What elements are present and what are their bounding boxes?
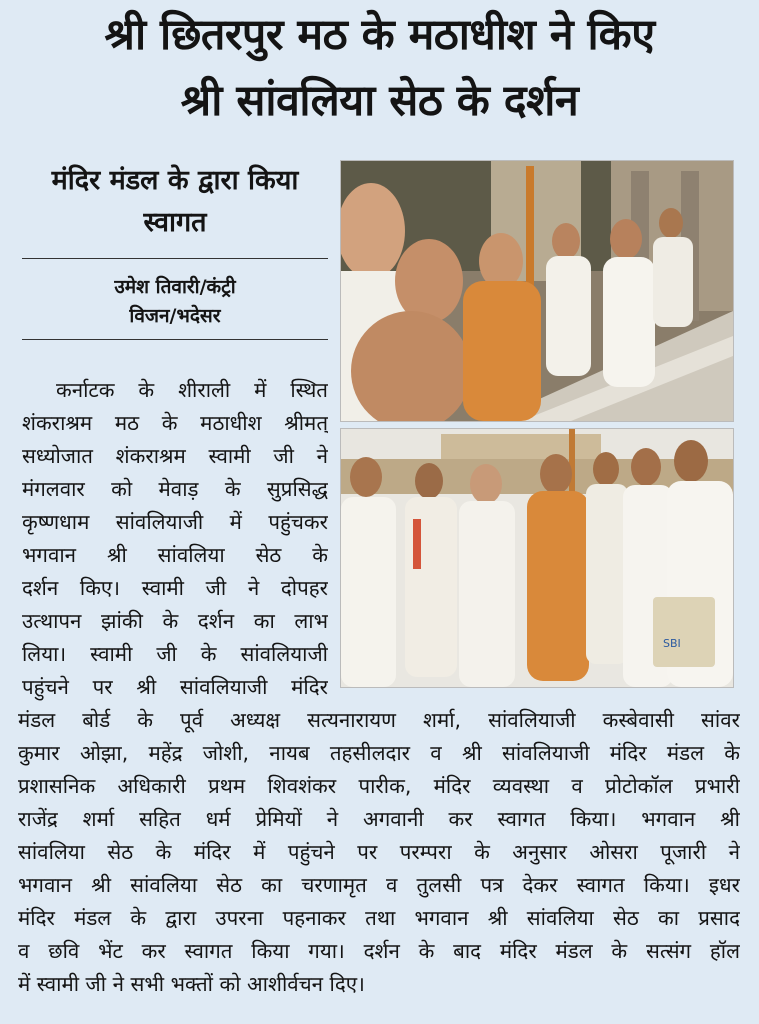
subheading-line-1: मंदिर मंडल के द्वारा किया bbox=[51, 165, 299, 196]
left-column bbox=[22, 160, 328, 340]
headline bbox=[0, 2, 759, 134]
body-line: राजेंद्र शर्मा सहित धर्म प्रेमियों ने अगवानी कर स्वागत किया। भगवान श्री bbox=[18, 807, 740, 831]
body-line: कर्नाटक के शीराली में स्थित bbox=[56, 378, 328, 402]
body-line: उत्थापन झांकी के दर्शन का लाभ bbox=[22, 609, 328, 633]
photo-temple-courtyard bbox=[340, 428, 734, 688]
body-line: शंकराश्रम मठ के मठाधीश श्रीमत् bbox=[22, 411, 328, 435]
tote-bag bbox=[653, 597, 715, 667]
body-line: में स्वामी जी ने सभी भक्तों को आशीर्वचन दिए। bbox=[18, 972, 365, 996]
body-line: मंडल बोर्ड के पूर्व अध्यक्ष सत्यनारायण शर्मा, सांवलियाजी कस्बेवासी सांवर bbox=[18, 708, 740, 732]
subheading-line-2: स्वागत bbox=[143, 207, 207, 238]
subheading bbox=[22, 160, 328, 259]
bag-logo: SBI bbox=[663, 637, 681, 650]
headline-line-1: श्री छितरपुर मठ के मठाधीश ने किए bbox=[104, 10, 655, 60]
body-line: भगवान श्री सांवलिया सेठ के bbox=[22, 543, 328, 567]
headline-line-2: श्री सांवलिया सेठ के दर्शन bbox=[180, 76, 579, 126]
body-line: प्रशासनिक अधिकारी प्रथम शिवशंकर पारीक, मंदिर व्यवस्था व प्रोटोकॉल प्रभारी bbox=[18, 774, 740, 798]
body-line: व छवि भेंट कर स्वागत किया गया। दर्शन के बाद मंदिर मंडल के सत्संग हॉल bbox=[18, 939, 740, 963]
body-line: कृष्णधाम सांवलियाजी में पहुंचकर bbox=[22, 510, 328, 534]
body-line: लिया। स्वामी जी के सांवलियाजी bbox=[22, 642, 328, 666]
byline bbox=[22, 259, 328, 340]
byline-line-2: विजन/भदेसर bbox=[129, 305, 221, 327]
body-line: कुमार ओझा, महेंद्र जोशी, नायब तहसीलदार व श्री सांवलियाजी मंदिर मंडल के bbox=[18, 741, 740, 765]
photo-temple-darshan bbox=[340, 160, 734, 422]
body-line: दर्शन किए। स्वामी जी ने दोपहर bbox=[22, 576, 328, 600]
body-line: पहुंचने पर श्री सांवलियाजी मंदिर bbox=[22, 675, 328, 699]
body-line: मंगलवार को मेवाड़ के सुप्रसिद्ध bbox=[22, 477, 328, 501]
body-line: सांवलिया सेठ के मंदिर में पहुंचने पर परम्परा के अनुसार ओसरा पूजारी ने bbox=[18, 840, 740, 864]
byline-line-1: उमेश तिवारी/कंट्री bbox=[114, 276, 236, 298]
body-line: मंदिर मंडल के द्वारा उपरना पहनाकर तथा भगवान श्री सांवलिया सेठ का प्रसाद bbox=[18, 906, 740, 930]
body-line: सध्योजात शंकराश्रम स्वामी जी ने bbox=[22, 444, 328, 468]
body-line: भगवान श्री सांवलिया सेठ का चरणामृत व तुलसी पत्र देकर स्वागत किया। इधर bbox=[18, 873, 740, 897]
